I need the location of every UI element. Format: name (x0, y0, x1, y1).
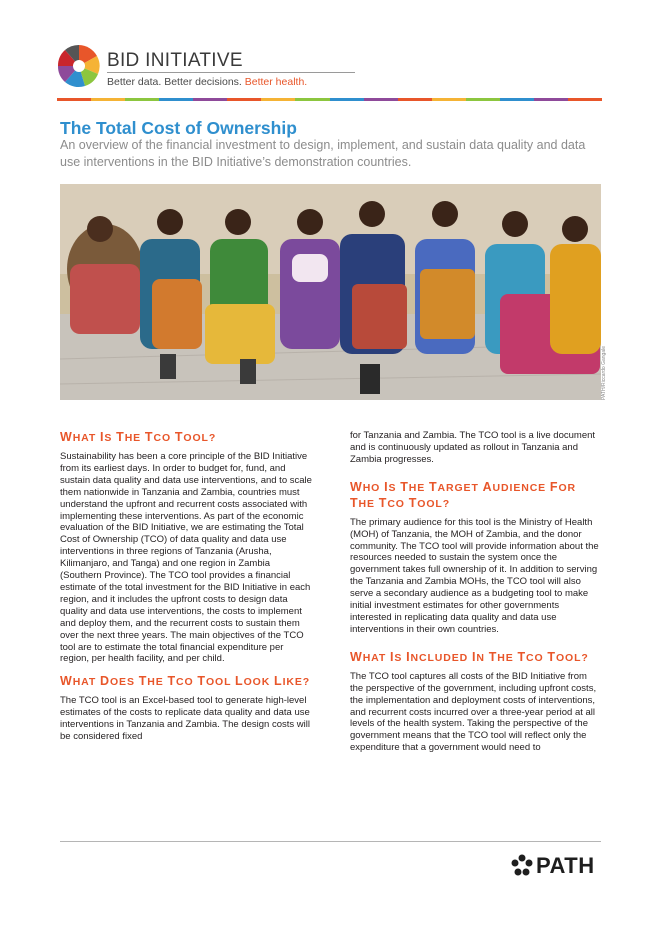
page-title: The Total Cost of Ownership (60, 118, 297, 138)
heading-what-is: WHAT IS THE TCO TOOL? (60, 430, 217, 444)
color-stripe-segment (295, 98, 329, 101)
heading-included: WHAT IS INCLUDED IN THE TCO TOOL? (350, 649, 589, 664)
section-heading (60, 674, 312, 690)
color-stripe-segment (159, 98, 193, 101)
color-stripe-segment (500, 98, 534, 101)
brand-tagline (107, 76, 307, 88)
color-stripe-segment (534, 98, 568, 101)
tagline-highlight: Better health. (244, 76, 308, 88)
section-body: Sustainability has been a core principle of the BID Initiative from its earliest days. In order to budget for, fund, and sustain data quality and data use interventions, and to scale them nationwide in Tanzania and Zambia, countries must understand the upfront and recurrent costs associated with implementing these interventions. As part of the economic evaluation of the BID Initiative, we are estimating the Total Cost of Ownership (TCO) of data quality and data use interventions in three regions of Tanzania (Arusha, Kilimanjaro, and Tanga) and one region in Zambia (Southern Province). The TCO tool provides a financial estimate of the total investment for the BID Initiative in each region, and it includes the upfront costs to design data quality and data use interventions, the costs to implement and deploy them, and the recurrent costs to sustain them over the next three years. The main objectives of the TCO tool are to estimate the total financial expenditure per region, per health facility, and per child. (60, 451, 312, 665)
color-stripe-segment (227, 98, 261, 101)
section-heading (60, 430, 312, 446)
brand-divider (107, 72, 355, 73)
path-flower-icon (511, 854, 533, 878)
color-stripe (57, 98, 602, 101)
path-logo (511, 853, 603, 879)
left-column (60, 430, 312, 752)
color-stripe-segment (568, 98, 602, 101)
color-stripe-segment (432, 98, 466, 101)
color-stripe-segment (193, 98, 227, 101)
heading-audience: WHO IS THE TARGET AUDIENCE FOR THE TCO TOOL? (350, 479, 577, 510)
brand-name: BID INITIATIVE (107, 50, 243, 71)
photo-women-with-babies (60, 184, 601, 400)
color-stripe-segment (466, 98, 500, 101)
color-stripe-segment (398, 98, 432, 101)
tagline-prefix: Better data. Better decisions. (107, 76, 242, 88)
section-body: The TCO tool captures all costs of the BID Initiative from the perspective of the government, including upfront costs, the implementation and deployment costs of interventions, and recurrent costs incurred over a three-year period at all levels of the health system. Taking the perspective of the government means that the TCO tool will reflect only the expenditure that a government would need to (350, 670, 597, 754)
section-heading (350, 480, 602, 512)
color-stripe-segment (261, 98, 295, 101)
photo-illustration (60, 184, 601, 400)
page-subtitle: An overview of the financial investment to design, implement, and sustain data quality and data use interventions in the BID Initiative’s demonstration countries. (60, 138, 586, 169)
section-body-continued: for Tanzania and Zambia. The TCO tool is a live document and is continuously updated as rollout in Tanzania and Zambia progresses. (350, 430, 596, 465)
photo-credit: PATH/Riccardo Gangale (601, 345, 607, 400)
section-heading (350, 650, 602, 666)
bid-logo-wheel-icon (57, 44, 101, 88)
color-stripe-segment (330, 98, 364, 101)
section-body: The primary audience for this tool is the Ministry of Health (MOH) of Tanzania, the MOH of Zambia, and the donor community. The TCO tool will provide information about the resources needed to sustain the system once the government takes full ownership of it. In addition to serving the Tanzania and Zambia MOHs, the TCO tool will also serve a secondary audience as a budgeting tool to make initial investment estimates for other governments interested in replicating data quality and data use interventions in their own countries. (350, 516, 599, 635)
heading-look-like: WHAT DOES THE TCO TOOL LOOK LIKE? (60, 674, 311, 689)
right-column (350, 430, 602, 763)
color-stripe-segment (57, 98, 91, 101)
path-logo-text: PATH (536, 853, 595, 878)
color-stripe-segment (125, 98, 159, 101)
footer-divider (60, 841, 601, 842)
color-stripe-segment (91, 98, 125, 101)
color-stripe-segment (364, 98, 398, 101)
section-body: The TCO tool is an Excel-based tool to generate high-level estimates of the costs to replicate data quality and data use interventions in Tanzania and Zambia. The design costs will be considered fixed (60, 695, 310, 743)
header (57, 44, 557, 94)
